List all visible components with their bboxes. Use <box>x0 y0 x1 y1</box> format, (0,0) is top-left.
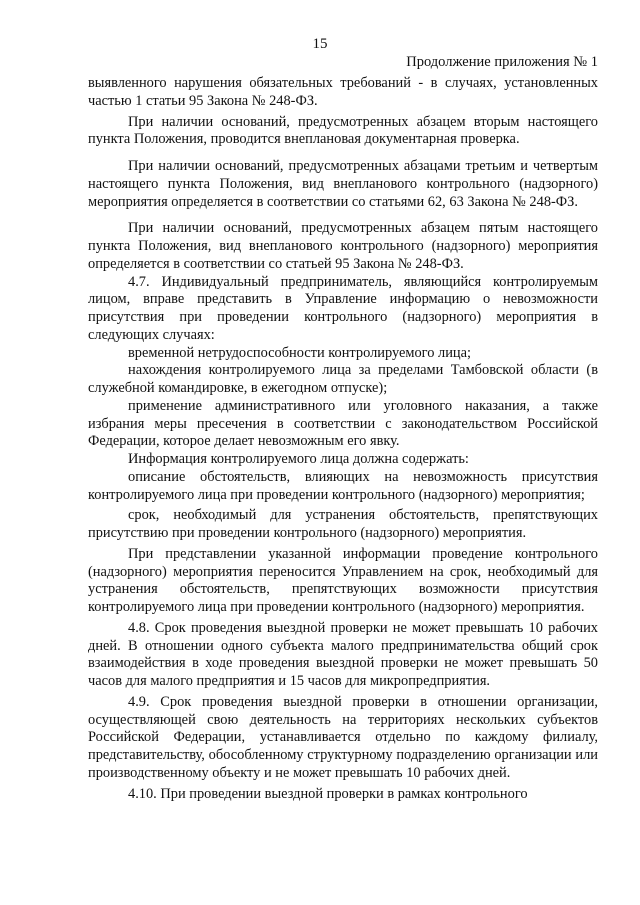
list-item-disability: временной нетрудоспособности контролируемого лица; <box>128 344 471 361</box>
paragraph-inspection-type-95: При наличии оснований, предусмотренных абзацем пятым настоящего пункта Положения, вид внепланового контрольного (надзорного) мероприятия определяется в соответствии со статьей 95 Закона № 248-ФЗ. <box>88 220 598 272</box>
paragraph-inspection-type-62-63: При наличии оснований, предусмотренных абзацами третьим и четвертым настоящего пункта Положения, вид внепланового контрольного (надзорного) мероприятия определяется в соответствии со статьями 62, 63 Закона № 248-ФЗ. <box>88 158 598 210</box>
paragraph-documentary-inspection: При наличии оснований, предусмотренных абзацем вторым настоящего пункта Положения, проводится внеплановая документарная проверка. <box>88 113 598 148</box>
paragraph-4-8: 4.8. Срок проведения выездной проверки не может превышать 10 рабочих дней. В отношении одного субъекта малого предпринимательства общий срок взаимодействия в ходе проведения выездной проверки не может превышать 50 часов для малого предприятия и 15 часов для микропредприятия. <box>88 619 598 689</box>
appendix-continuation-note: Продолжение приложения № 1 <box>406 54 598 70</box>
list-item-absence: нахождения контролируемого лица за пределами Тамбовской области (в служебной командировке, в ежегодном отпуске); <box>88 362 598 396</box>
list-item-term: срок, необходимый для устранения обстоятельств, препятствующих присутствию при проведении контрольного (надзорного) мероприятия. <box>88 507 598 541</box>
list-item-punishment: применение административного или уголовного наказания, а также избрания меры пресечения в соответствии с законодательством Российской Федерации, которое делает невозможным его явку. <box>88 397 598 450</box>
document-body <box>88 75 598 803</box>
paragraph-4-10: 4.10. При проведении выездной проверки в рамках контрольного <box>128 785 528 802</box>
paragraph-continuation: выявленного нарушения обязательных требований - в случаях, установленных частью 1 статьи 95 Закона № 248-ФЗ. <box>88 75 598 109</box>
list-item-circumstances: описание обстоятельств, влияющих на невозможность присутствия контролируемого лица при проведении контрольного (надзорного) мероприятия; <box>88 468 598 503</box>
paragraph-4-9: 4.9. Срок проведения выездной проверки в отношении организации, осуществляющей свою деятельность на территориях нескольких субъектов Российской Федерации, устанавливается отдельно по каждому филиалу, представительству, обособленному структурному подразделению организации или производственному объекту и не может превышать 10 рабочих дней. <box>88 693 598 781</box>
page-number: 15 <box>312 36 328 52</box>
paragraph-information-contents: Информация контролируемого лица должна содержать: <box>128 451 469 467</box>
paragraph-postponement: При представлении указанной информации проведение контрольного (надзорного) мероприятия переносится Управлением на срок, необходимый для устранения обстоятельств, препятствующих возможности присутствия контролируемого лица при проведении контрольного (надзорного) мероприятия. <box>88 545 598 615</box>
paragraph-4-7: 4.7. Индивидуальный предприниматель, являющийся контролируемым лицом, вправе представить в Управление информацию о невозможности присутствия при проведении контрольного (надзорного) мероприятия в следующих случаях: <box>88 273 598 343</box>
